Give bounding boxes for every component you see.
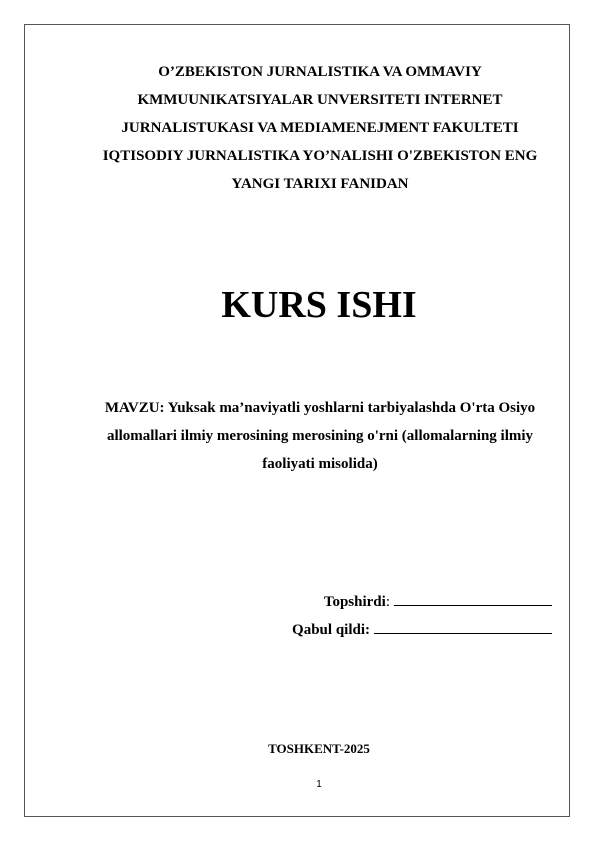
accepted-label: Qabul qildi: — [292, 622, 370, 638]
document-title: KURS ISHI — [221, 284, 417, 326]
institution-line: IQTISODIY JURNALISTIKA YO’NALISHI O'ZBEKISTON ENG — [102, 148, 538, 164]
submitted-colon: : — [385, 594, 390, 610]
submitted-signature-line — [394, 591, 552, 606]
submitted-label: Topshirdi — [323, 594, 386, 610]
topic-block — [70, 394, 570, 478]
institution-line: KMMUUNIKATSIYALAR UNVERSITETI INTERNET — [137, 92, 503, 108]
topic-line: MAVZU: Yuksak ma’naviyatli yoshlarni tarbiyalashda O'rta Osiyo — [104, 400, 536, 416]
city-year: TOSHKENT-2025 — [268, 741, 370, 756]
topic-line: faoliyati misolida) — [262, 456, 378, 472]
submitted-row — [292, 588, 552, 616]
page-number: 1 — [316, 779, 322, 790]
accepted-row — [292, 616, 552, 644]
institution-line: JURNALISTUKASI VA MEDIAMENEJMENT FAKULTETI — [121, 120, 519, 136]
signature-block — [292, 588, 552, 644]
institution-line: O’ZBEKISTON JURNALISTIKA VA OMMAVIY — [158, 64, 482, 80]
institution-line: YANGI TARIXI FANIDAN — [231, 176, 409, 192]
topic-line: allomallari ilmiy merosining merosining o'rni (allomalarning ilmiy — [106, 428, 534, 444]
accepted-signature-line — [374, 619, 552, 634]
institution-heading — [60, 58, 580, 198]
